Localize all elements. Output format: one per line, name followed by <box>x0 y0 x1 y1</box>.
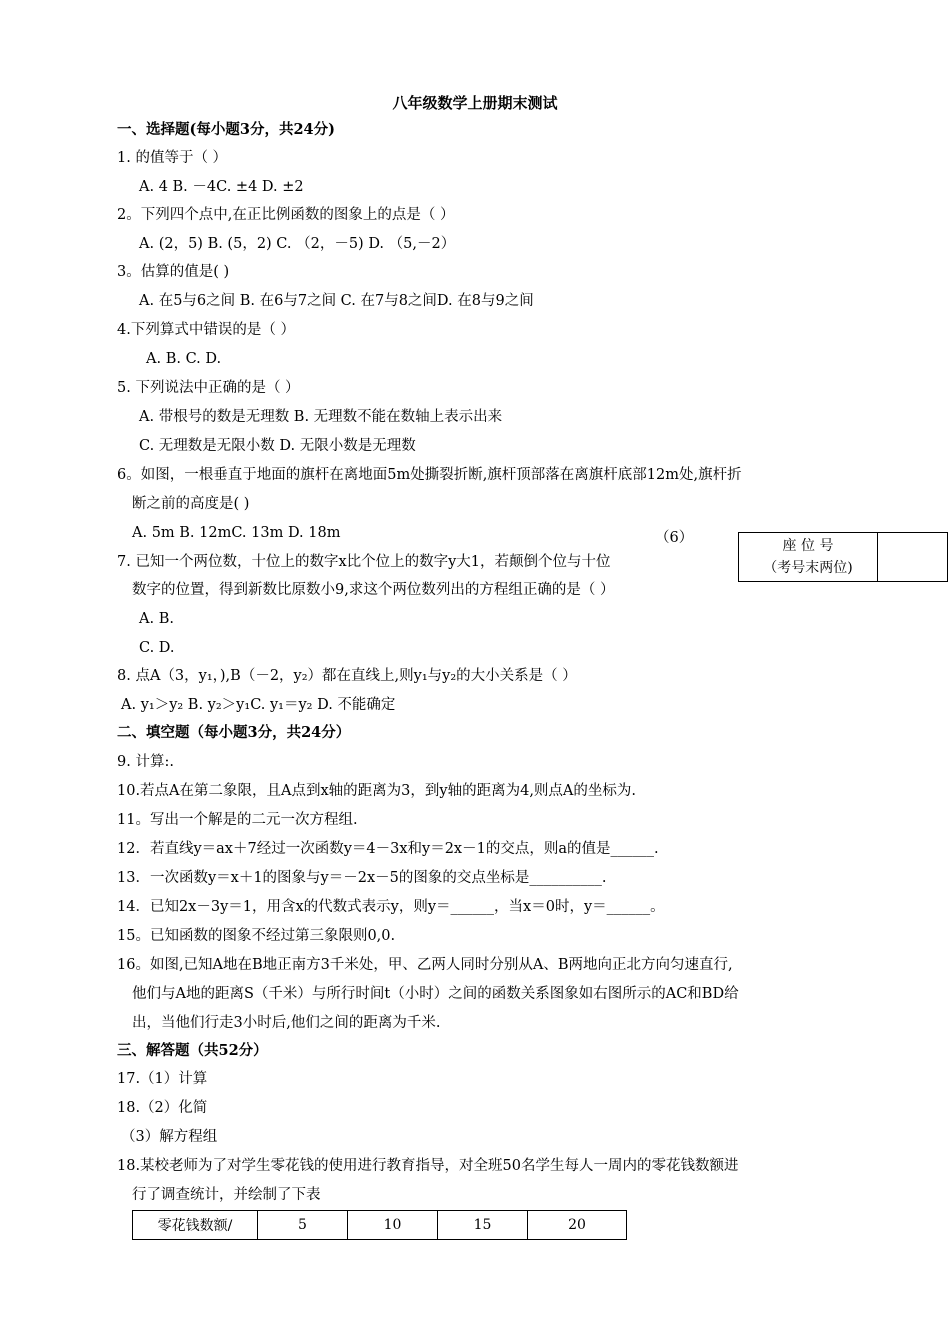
question-16-line1: 16。如图,已知A地在B地正南方3千米处，甲、乙两人同时分别从A、B两地向正北方向匀速直行, <box>117 957 733 973</box>
question-5: 5. 下列说法中正确的是（ ） <box>117 380 300 396</box>
seat-number-label <box>739 533 878 581</box>
question-4-options: A. B. C. D. <box>146 351 222 367</box>
question-18-line2: 行了调查统计，并绘制了下表 <box>132 1187 321 1203</box>
table-cell: 5 <box>258 1211 348 1240</box>
question-11: 11。写出一个解是的二元一次方程组. <box>117 812 358 828</box>
question-1: 1. 的值等于（ ） <box>117 150 228 166</box>
section-choice: 一、选择题(每小题3分，共24分) <box>117 121 335 138</box>
table-cell: 10 <box>348 1211 438 1240</box>
question-1-options: A. 4 B. －4C. ±4 D. ±2 <box>139 179 304 195</box>
question-18-part2: 18.（2）化简 <box>117 1100 208 1116</box>
question-8-options: A. y₁＞y₂ B. y₂＞y₁C. y₁＝y₂ D. 不能确定 <box>121 697 396 713</box>
question-10: 10.若点A在第二象限，且A点到x轴的距离为3，到y轴的距离为4,则点A的坐标为. <box>117 783 637 799</box>
question-17: 17.（1）计算 <box>117 1071 208 1087</box>
question-7-options-ab: A. B. <box>139 611 174 627</box>
seat-number-hint: （考号末两位) <box>763 560 853 576</box>
table-cell: 20 <box>528 1211 627 1240</box>
question-6-line2: 断之前的高度是( ) <box>132 496 250 512</box>
question-3: 3。估算的值是( ) <box>117 264 230 280</box>
question-2: 2。下列四个点中,在正比例函数的图象上的点是（ ） <box>117 207 455 223</box>
question-5-options-cd: C. 无理数是无限小数 D. 无限小数是无理数 <box>139 438 416 454</box>
table-header-cell: 零花钱数额/ <box>133 1211 258 1240</box>
table-cell: 15 <box>438 1211 528 1240</box>
pocket-money-table <box>132 1210 627 1240</box>
question-5-options-ab: A. 带根号的数是无理数 B. 无理数不能在数轴上表示出来 <box>139 409 503 425</box>
question-16-line2: 他们与A地的距离S（千米）与所行时间t（小时）之间的函数关系图象如右图所示的AC和BD给 <box>132 986 739 1002</box>
question-7-line2: 数字的位置，得到新数比原数小9,求这个两位数列出的方程组正确的是（ ） <box>132 582 615 598</box>
question-13: 13．一次函数y＝x＋1的图象与y＝－2x－5的图象的交点坐标是__________. <box>117 870 607 886</box>
question-16-line3: 出，当他们行走3小时后,他们之间的距离为千米. <box>132 1015 441 1031</box>
question-15: 15。已知函数的图象不经过第三象限则0,0. <box>117 928 396 944</box>
question-18-line1: 18.某校老师为了对学生零花钱的使用进行教育指导，对全班50名学生每人一周内的零花钱数额进 <box>117 1158 739 1174</box>
question-9: 9. 计算:. <box>117 754 174 770</box>
question-2-options: A. (2，5) B. (5，2) C. （2，－5) D. （5,－2） <box>139 236 456 252</box>
table-row <box>133 1211 627 1240</box>
question-18-part3: （3）解方程组 <box>121 1129 218 1145</box>
figure-6-label: （6） <box>655 530 694 546</box>
question-6-line1: 6。如图，一根垂直于地面的旗杆在离地面5m处撕裂折断,旗杆顶部落在离旗杆底部12m处,旗杆折 <box>117 467 742 483</box>
section-answer: 三、解答题（共52分） <box>117 1042 268 1059</box>
question-8: 8. 点A（3，y₁，),B（－2，y₂）都在直线上,则y₁与y₂的大小关系是（ ） <box>117 668 577 684</box>
question-7-options-cd: C. D. <box>139 640 175 656</box>
question-3-options: A. 在5与6之间 B. 在6与7之间 C. 在7与8之间D. 在8与9之间 <box>139 293 534 309</box>
question-12: 12．若直线y＝ax＋7经过一次函数y＝4－3x和y＝2x－1的交点，则a的值是______. <box>117 841 659 857</box>
seat-number-value <box>878 533 947 581</box>
question-7-line1: 7. 已知一个两位数，十位上的数字x比个位上的数字y大1，若颠倒个位与十位 <box>117 554 611 570</box>
seat-number-title: 座 位 号 <box>782 538 834 554</box>
question-14: 14．已知2x－3y＝1，用含x的代数式表示y，则y＝______，当x＝0时，y＝______。 <box>117 899 665 915</box>
seat-number-box <box>738 532 948 582</box>
question-4: 4.下列算式中错误的是（ ） <box>117 322 295 338</box>
section-fill: 二、填空题（每小题3分，共24分） <box>117 724 351 741</box>
question-6-options: A. 5m B. 12mC. 13m D. 18m <box>132 525 341 541</box>
page-title: 八年级数学上册期末测试 <box>392 94 558 112</box>
